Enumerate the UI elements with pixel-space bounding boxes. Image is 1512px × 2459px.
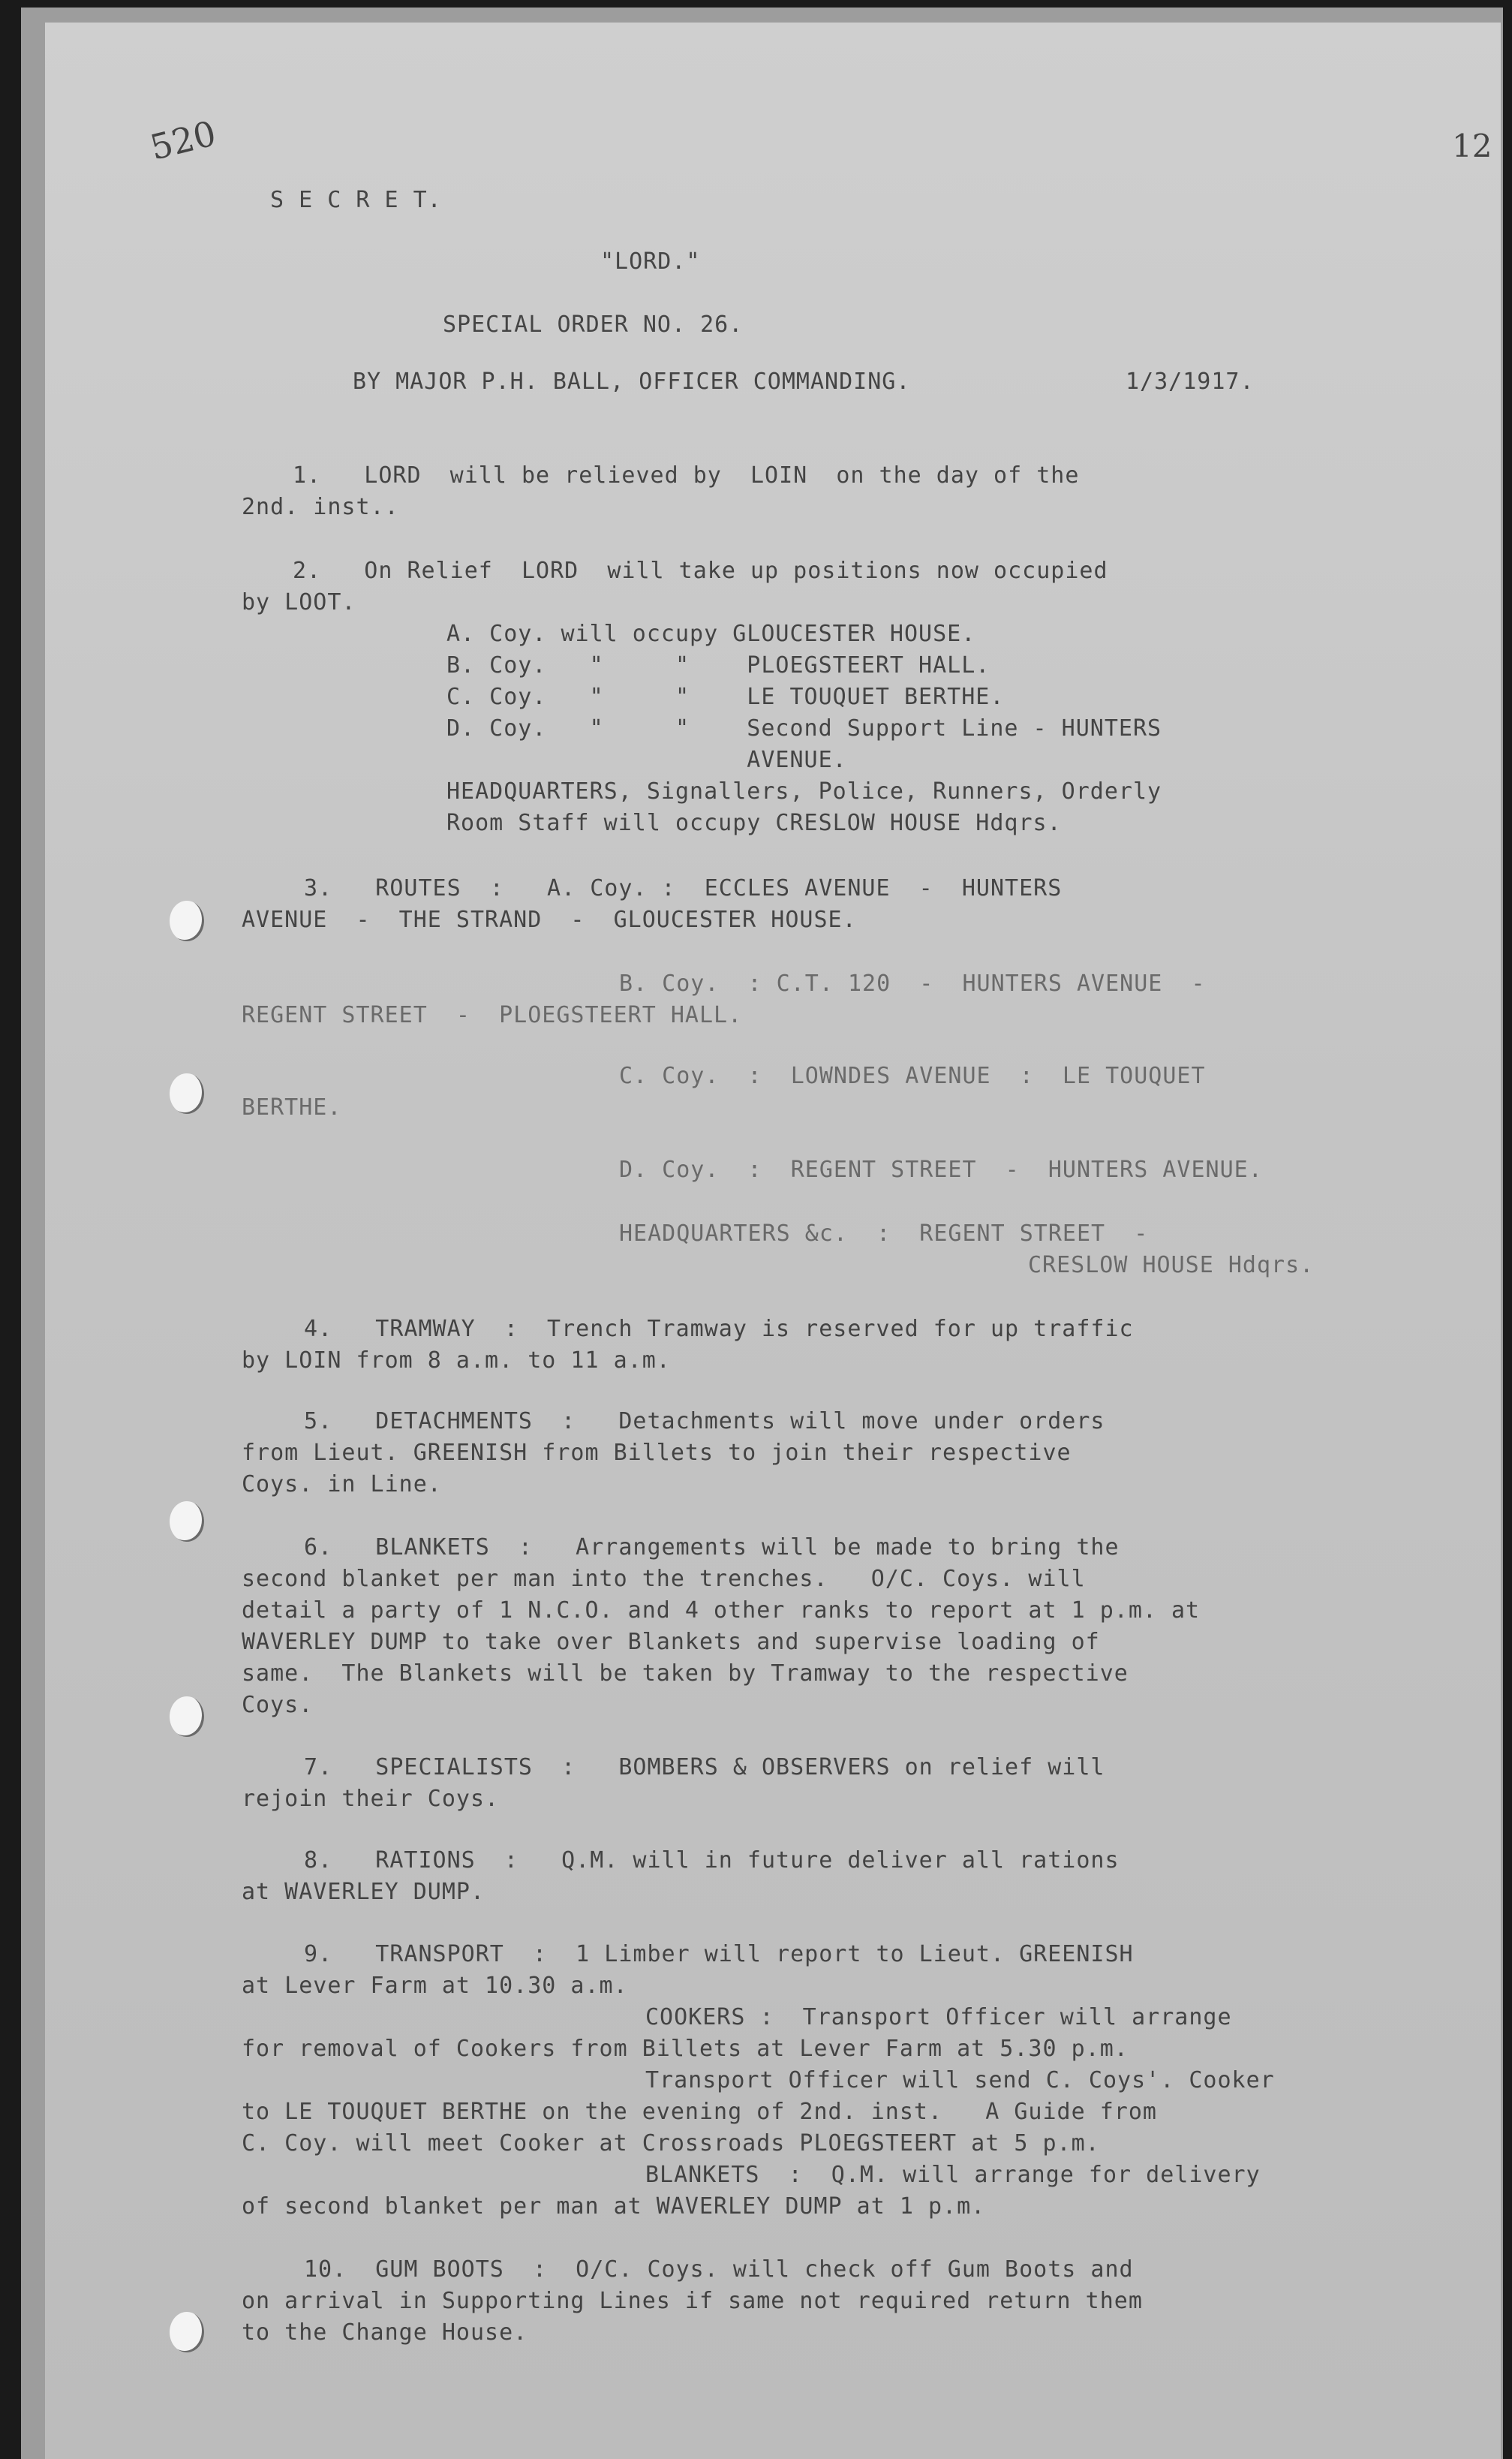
issued-by-line: BY MAJOR P.H. BALL, OFFICER COMMANDING. <box>353 369 911 395</box>
callsign-heading: "LORD." <box>600 248 701 275</box>
tramway-line: 4. TRAMWAY : Trench Tramway is reserved for up traffic <box>304 1316 1134 1342</box>
blankets-delivery-line: of second blanket per man at WAVERLEY DUMP at 1 p.m. <box>242 2193 986 2220</box>
rations-line: at WAVERLEY DUMP. <box>242 1879 485 1905</box>
positions-line: AVENUE. <box>446 747 847 773</box>
detachments-line: from Lieut. GREENISH from Billets to join their respective <box>242 1440 1072 1466</box>
routes-line: B. Coy. : C.T. 120 - HUNTERS AVENUE - <box>619 971 1206 997</box>
para-1-line: 2nd. inst.. <box>242 494 399 520</box>
detachments-line: 5. DETACHMENTS : Detachments will move under orders <box>304 1408 1105 1434</box>
cookers-line: Transport Officer will send C. Coys'. Cooker <box>645 2067 1275 2093</box>
cookers-line: COOKERS : Transport Officer will arrange <box>645 2004 1232 2030</box>
order-title: SPECIAL ORDER NO. 26. <box>443 312 744 338</box>
punch-hole <box>170 1501 204 1542</box>
classification-heading: S E C R E T. <box>270 187 442 213</box>
blankets-line: Coys. <box>242 1692 314 1718</box>
blankets-line: WAVERLEY DUMP to take over Blankets and supervise loading of <box>242 1629 1100 1655</box>
routes-line: BERTHE. <box>242 1094 342 1121</box>
blankets-line: detail a party of 1 N.C.O. and 4 other ranks to report at 1 p.m. at <box>242 1597 1201 1624</box>
positions-line: Room Staff will occupy CRESLOW HOUSE Hdqrs. <box>446 810 1062 836</box>
specialists-line: 7. SPECIALISTS : BOMBERS & OBSERVERS on relief will <box>304 1754 1105 1780</box>
rations-line: 8. RATIONS : Q.M. will in future deliver all rations <box>304 1847 1120 1874</box>
blankets-line: same. The Blankets will be taken by Tramway to the respective <box>242 1660 1129 1687</box>
cookers-line: for removal of Cookers from Billets at Lever Farm at 5.30 p.m. <box>242 2036 1129 2062</box>
transport-line: at Lever Farm at 10.30 a.m. <box>242 1973 628 1999</box>
positions-line: B. Coy. " " PLOEGSTEERT HALL. <box>446 652 990 679</box>
positions-line: HEADQUARTERS, Signallers, Police, Runners, Orderly <box>446 778 1162 805</box>
positions-line: A. Coy. will occupy GLOUCESTER HOUSE. <box>446 621 976 647</box>
punch-hole <box>170 2312 204 2352</box>
tramway-line: by LOIN from 8 a.m. to 11 a.m. <box>242 1347 671 1374</box>
punch-hole <box>170 901 204 941</box>
blankets-line: 6. BLANKETS : Arrangements will be made to bring the <box>304 1534 1120 1561</box>
blankets-line: second blanket per man into the trenches. O/C. Coys. will <box>242 1566 1086 1592</box>
routes-line: AVENUE - THE STRAND - GLOUCESTER HOUSE. <box>242 907 857 933</box>
para-1-line: 1. LORD will be relieved by LOIN on the day of the <box>293 462 1080 489</box>
positions-line: C. Coy. " " LE TOUQUET BERTHE. <box>446 684 1005 710</box>
folio-number-handwritten: 520 <box>146 113 221 168</box>
routes-line: HEADQUARTERS &c. : REGENT STREET - <box>619 1220 1149 1247</box>
page-number: 12 <box>1452 128 1492 164</box>
cookers-line: to LE TOUQUET BERTHE on the evening of 2nd. inst. A Guide from <box>242 2099 1157 2125</box>
specialists-line: rejoin their Coys. <box>242 1786 500 1812</box>
routes-line: 3. ROUTES : A. Coy. : ECCLES AVENUE - HUNTERS <box>304 875 1063 901</box>
routes-line: CRESLOW HOUSE Hdqrs. <box>1028 1252 1315 1278</box>
para-2-line: by LOOT. <box>242 589 356 616</box>
positions-line: D. Coy. " " Second Support Line - HUNTERS <box>446 715 1162 742</box>
routes-line: REGENT STREET - PLOEGSTEERT HALL. <box>242 1002 743 1028</box>
gum-boots-line: to the Change House. <box>242 2319 528 2346</box>
transport-line: 9. TRANSPORT : 1 Limber will report to Lieut. GREENISH <box>304 1941 1134 1967</box>
detachments-line: Coys. in Line. <box>242 1471 442 1497</box>
order-date: 1/3/1917. <box>1126 369 1255 395</box>
gum-boots-line: on arrival in Supporting Lines if same not required return them <box>242 2288 1143 2314</box>
para-2-line: 2. On Relief LORD will take up positions now occupied <box>293 558 1108 584</box>
cookers-line: C. Coy. will meet Cooker at Crossroads PLOEGSTEERT at 5 p.m. <box>242 2130 1100 2157</box>
blankets-delivery-line: BLANKETS : Q.M. will arrange for delivery <box>645 2162 1261 2188</box>
gum-boots-line: 10. GUM BOOTS : O/C. Coys. will check off Gum Boots and <box>304 2256 1134 2283</box>
punch-hole <box>170 1696 204 1737</box>
routes-line: D. Coy. : REGENT STREET - HUNTERS AVENUE. <box>619 1157 1263 1183</box>
routes-line: C. Coy. : LOWNDES AVENUE : LE TOUQUET <box>619 1063 1206 1089</box>
typed-order-page <box>45 23 1501 2459</box>
punch-hole <box>170 1073 204 1114</box>
